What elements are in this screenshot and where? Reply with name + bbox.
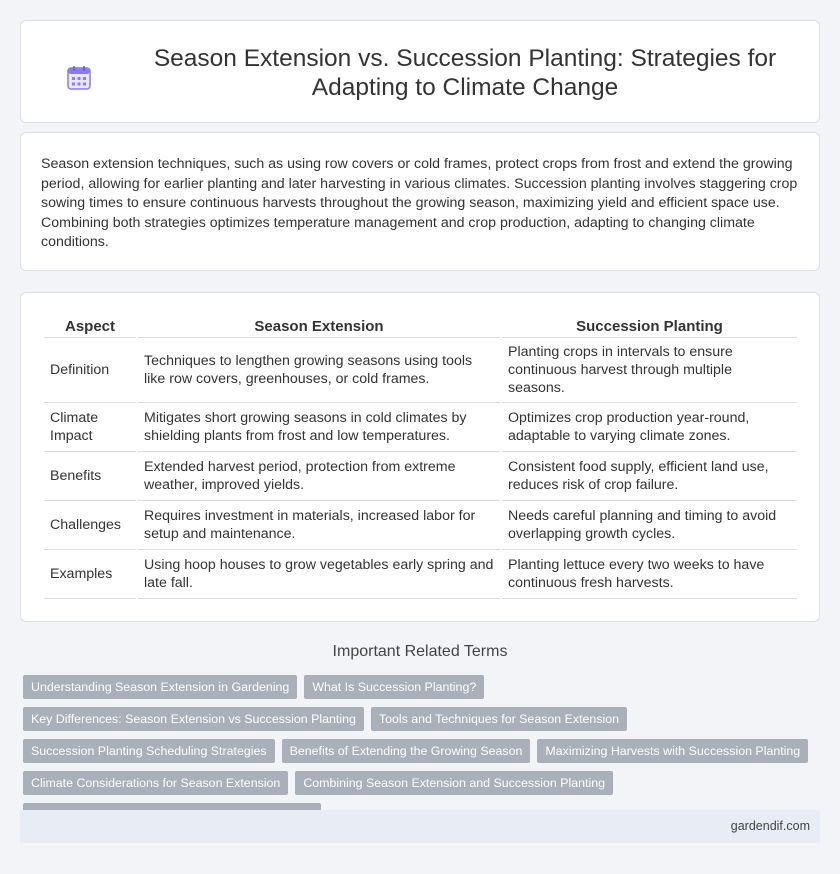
table-row — [44, 338, 797, 403]
table-cell-season-extension: Mitigates short growing seasons in cold climates by shielding plants from frost and low temperatures. — [138, 403, 500, 452]
table-cell-aspect: Climate Impact — [44, 403, 136, 452]
related-term-tag[interactable]: Combining Season Extension and Succession Planting — [295, 771, 613, 795]
related-term-tag[interactable]: Succession Planting Scheduling Strategies — [23, 739, 275, 763]
table-row — [44, 403, 797, 452]
column-header-succession-planting: Succession Planting — [502, 314, 797, 338]
table-cell-aspect: Examples — [44, 550, 136, 599]
table-cell-aspect: Benefits — [44, 452, 136, 501]
title-card — [20, 20, 820, 123]
table-cell-season-extension: Requires investment in materials, increased labor for setup and maintenance. — [138, 501, 500, 550]
intro-paragraph: Season extension techniques, such as using row covers or cold frames, protect crops from frost and extend the growing period, allowing for earlier planting and later harvesting in various climates. Succession planting involves staggering crop sowing times to ensure continuous harvests throughout the growing season, maximizing yield and efficient space use. Combining both strategies optimizes temperature management and crop production, adapting to changing climate conditions. — [41, 156, 798, 251]
table-header-row — [44, 314, 797, 338]
table-cell-aspect: Challenges — [44, 501, 136, 550]
related-term-tag[interactable]: Climate Considerations for Season Extension — [23, 771, 288, 795]
related-term-tag[interactable]: Benefits of Extending the Growing Season — [282, 739, 531, 763]
related-term-tag[interactable]: Tools and Techniques for Season Extension — [371, 707, 627, 731]
related-terms-list — [23, 675, 813, 827]
table-cell-season-extension: Techniques to lengthen growing seasons using tools like row covers, greenhouses, or cold frames. — [138, 338, 500, 403]
table-cell-aspect: Definition — [44, 338, 136, 403]
related-term-tag[interactable]: Maximizing Harvests with Succession Planting — [537, 739, 808, 763]
column-header-season-extension: Season Extension — [138, 314, 500, 338]
related-term-tag[interactable]: Understanding Season Extension in Gardening — [23, 675, 297, 699]
table-row — [44, 550, 797, 599]
table-cell-season-extension: Using hoop houses to grow vegetables early spring and late fall. — [138, 550, 500, 599]
table-cell-succession-planting: Optimizes crop production year-round, adaptable to varying climate zones. — [502, 403, 797, 452]
table-cell-succession-planting: Consistent food supply, efficient land use, reduces risk of crop failure. — [502, 452, 797, 501]
table-cell-succession-planting: Planting lettuce every two weeks to have continuous fresh harvests. — [502, 550, 797, 599]
related-term-tag[interactable]: Key Differences: Season Extension vs Succession Planting — [23, 707, 364, 731]
intro-card — [20, 132, 820, 271]
table-cell-succession-planting: Planting crops in intervals to ensure continuous harvest through multiple seasons. — [502, 338, 797, 403]
table-row — [44, 501, 797, 550]
comparison-table-card — [20, 292, 820, 622]
table-cell-season-extension: Extended harvest period, protection from extreme weather, improved yields. — [138, 452, 500, 501]
related-terms-heading: Important Related Terms — [332, 643, 508, 660]
related-term-tag[interactable]: What Is Succession Planting? — [304, 675, 484, 699]
table-cell-succession-planting: Needs careful planning and timing to avoid overlapping growth cycles. — [502, 501, 797, 550]
column-header-aspect: Aspect — [44, 314, 136, 338]
comparison-table — [42, 314, 799, 599]
page-title: Season Extension vs. Succession Planting: Strategies for Adapting to Climate Change — [153, 45, 777, 101]
footer — [20, 810, 820, 843]
footer-site-name[interactable]: gardendif.com — [730, 819, 810, 833]
table-row — [44, 452, 797, 501]
